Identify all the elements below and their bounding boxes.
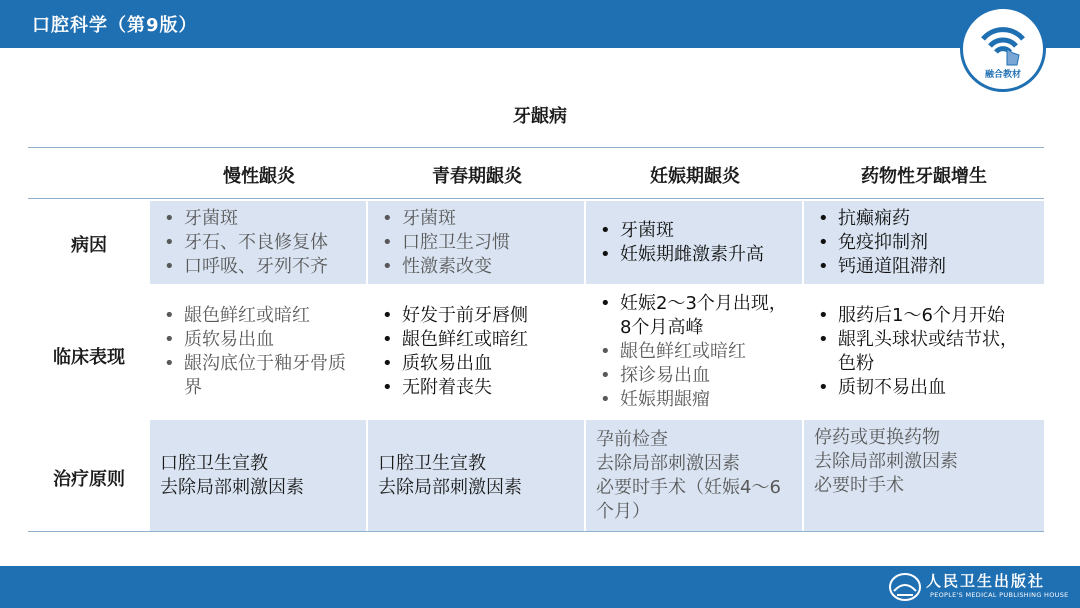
list-item: • 质软易出血 [378,352,574,376]
table-cell [804,287,1044,417]
list-item: • 免疫抑制剂 [814,231,1034,255]
list-item: • 妊娠期龈瘤 [596,388,792,412]
row-header-treatment: 治疗原则 [53,469,125,490]
table-cell [368,201,584,284]
cell-line: 必要时手术（妊娠4～6个月） [596,476,781,522]
table-cell [368,287,584,417]
list-item: • 钙通道阻滞剂 [814,255,1034,279]
column-header-puberty: 青春期龈炎 [432,166,522,187]
cell-line: 必要时手术 [814,475,904,496]
list-item: • 质软易出血 [160,328,356,352]
header-rule [28,198,1044,199]
cell-line: 去除局部刺激因素 [160,476,304,498]
table-title: 牙龈病 [513,106,567,127]
cell-line: 孕前检查 [596,428,668,450]
column-header-pregnancy: 妊娠期龈炎 [650,166,740,187]
table-cell [804,420,1044,531]
list-item: • 妊娠期雌激素升高 [596,243,792,267]
table-cell [586,287,802,417]
list-item: • 好发于前牙唇侧 [378,304,574,328]
list-item: • 性激素改变 [378,255,574,279]
publisher-name-en: PEOPLE'S MEDICAL PUBLISHING HOUSE [930,591,1069,599]
list-item: • 无附着丧失 [378,376,574,400]
table-cell [150,287,366,417]
column-header-chronic: 慢性龈炎 [223,166,295,187]
list-item: • 牙菌斑 [596,219,792,243]
list-item: • 牙菌斑 [160,207,356,231]
header-bar [0,0,1080,48]
cell-line: 口腔卫生宣教 [378,452,486,474]
header-title: 口腔科学（第9版） [32,15,198,36]
table-cell [804,201,1044,284]
list-item: • 探诊易出血 [596,364,792,388]
table-cell [586,420,802,531]
cell-line: 去除局部刺激因素 [378,476,522,498]
cell-line: 去除局部刺激因素 [596,452,740,474]
footer-bar [0,566,1080,608]
table-cell [586,201,802,284]
list-item: • 口腔卫生习惯 [378,231,574,255]
list-item: • 龈色鲜红或暗红 [160,304,356,328]
list-item: • 妊娠2～3个月出现，8个月高峰 [596,292,792,340]
table-top-rule [28,147,1044,148]
publisher-name-cn: 人民卫生出版社 [926,572,1046,590]
row-header-clinical: 临床表现 [53,347,125,368]
list-item: • 龈乳头球状或结节状，色粉 [814,328,1034,376]
list-item: • 龈色鲜红或暗红 [378,328,574,352]
list-item: • 龈色鲜红或暗红 [596,340,792,364]
list-item: • 牙石、不良修复体 [160,231,356,255]
list-item: • 抗癫痫药 [814,207,1034,231]
table-bottom-rule [28,531,1044,532]
list-item: • 口呼吸、牙列不齐 [160,255,356,279]
table-cell [368,420,584,531]
table-cell [150,201,366,284]
fusion-textbook-badge [960,6,1046,92]
list-item: • 服药后1～6个月开始 [814,304,1034,328]
cell-line: 停药或更换药物 [814,427,940,448]
badge-text: 融合教材 [984,70,1021,80]
list-item: • 牙菌斑 [378,207,574,231]
table-cell [150,420,366,531]
list-item: • 质韧不易出血 [814,376,1034,400]
list-item: • 龈沟底位于釉牙骨质界 [160,352,356,400]
publisher-logo-icon [888,571,922,603]
cell-line: 去除局部刺激因素 [814,451,958,472]
column-header-drug-induced: 药物性牙龈增生 [861,166,987,187]
row-header-etiology: 病因 [71,235,107,256]
cell-line: 口腔卫生宣教 [160,452,268,474]
